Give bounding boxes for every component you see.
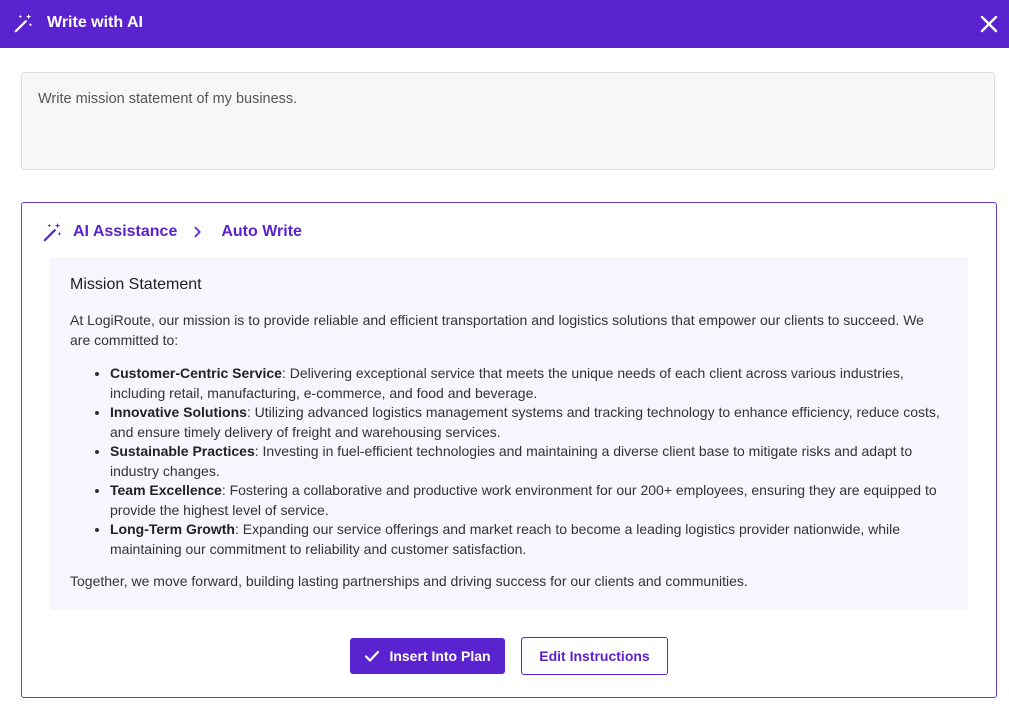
insert-label: Insert Into Plan [389, 648, 491, 664]
content-intro: At LogiRoute, our mission is to provide reliable and efficient transportation and logistics solutions that empower our clients to succeed. We are committed to: [70, 312, 924, 348]
list-item [110, 520, 948, 559]
point-title: Team Excellence [110, 482, 222, 498]
dialog-header [0, 0, 1009, 48]
breadcrumb-auto-write[interactable]: Auto Write [221, 223, 302, 240]
content-heading: Mission Statement [70, 276, 202, 293]
point-title: Innovative Solutions [110, 404, 247, 420]
list-item [110, 403, 948, 442]
point-title: Customer-Centric Service [110, 365, 282, 381]
point-text: : Investing in fuel-efficient technologies and maintaining a diverse client base to mitigate risks and adapt to industry changes. [110, 443, 913, 479]
content-closing: Together, we move forward, building lasting partnerships and driving success for our clients and communities. [70, 573, 748, 589]
chevron-right-icon [191, 225, 205, 239]
ai-result-panel [21, 202, 997, 698]
close-icon[interactable] [977, 12, 1001, 36]
point-text: : Delivering exceptional service that meets the unique needs of each client across various industries, including retail, manufacturing, e-commerce, and food and beverage. [110, 365, 904, 401]
edit-instructions-button[interactable] [521, 637, 668, 675]
edit-label: Edit Instructions [539, 648, 650, 664]
list-item [110, 442, 948, 481]
point-text: : Utilizing advanced logistics management systems and tracking technology to enhance efficiency, reduce costs, and ensure timely delivery of freight and warehousing services. [110, 404, 940, 440]
breadcrumb [42, 221, 302, 243]
point-title: Long-Term Growth [110, 521, 235, 537]
dialog-title: Write with AI [47, 14, 143, 31]
mission-points-list [70, 364, 948, 559]
magic-wand-icon [13, 12, 35, 34]
list-item [110, 364, 948, 403]
magic-wand-icon [42, 221, 64, 243]
point-text: : Expanding our service offerings and market reach to become a leading logistics provider nationwide, while maintaining our commitment to reliability and customer satisfaction. [110, 521, 901, 557]
prompt-input[interactable] [21, 72, 995, 170]
breadcrumb-ai-assistance[interactable]: AI Assistance [73, 223, 178, 240]
insert-into-plan-button[interactable] [350, 638, 505, 674]
point-title: Sustainable Practices [110, 443, 255, 459]
point-text: : Fostering a collaborative and productive work environment for our 200+ employees, ensuring they are equipped to provide the highest level of service. [110, 482, 937, 518]
prompt-text[interactable]: Write mission statement of my business. [38, 91, 298, 107]
generated-content [50, 257, 968, 610]
check-icon [364, 648, 380, 664]
list-item [110, 481, 948, 520]
